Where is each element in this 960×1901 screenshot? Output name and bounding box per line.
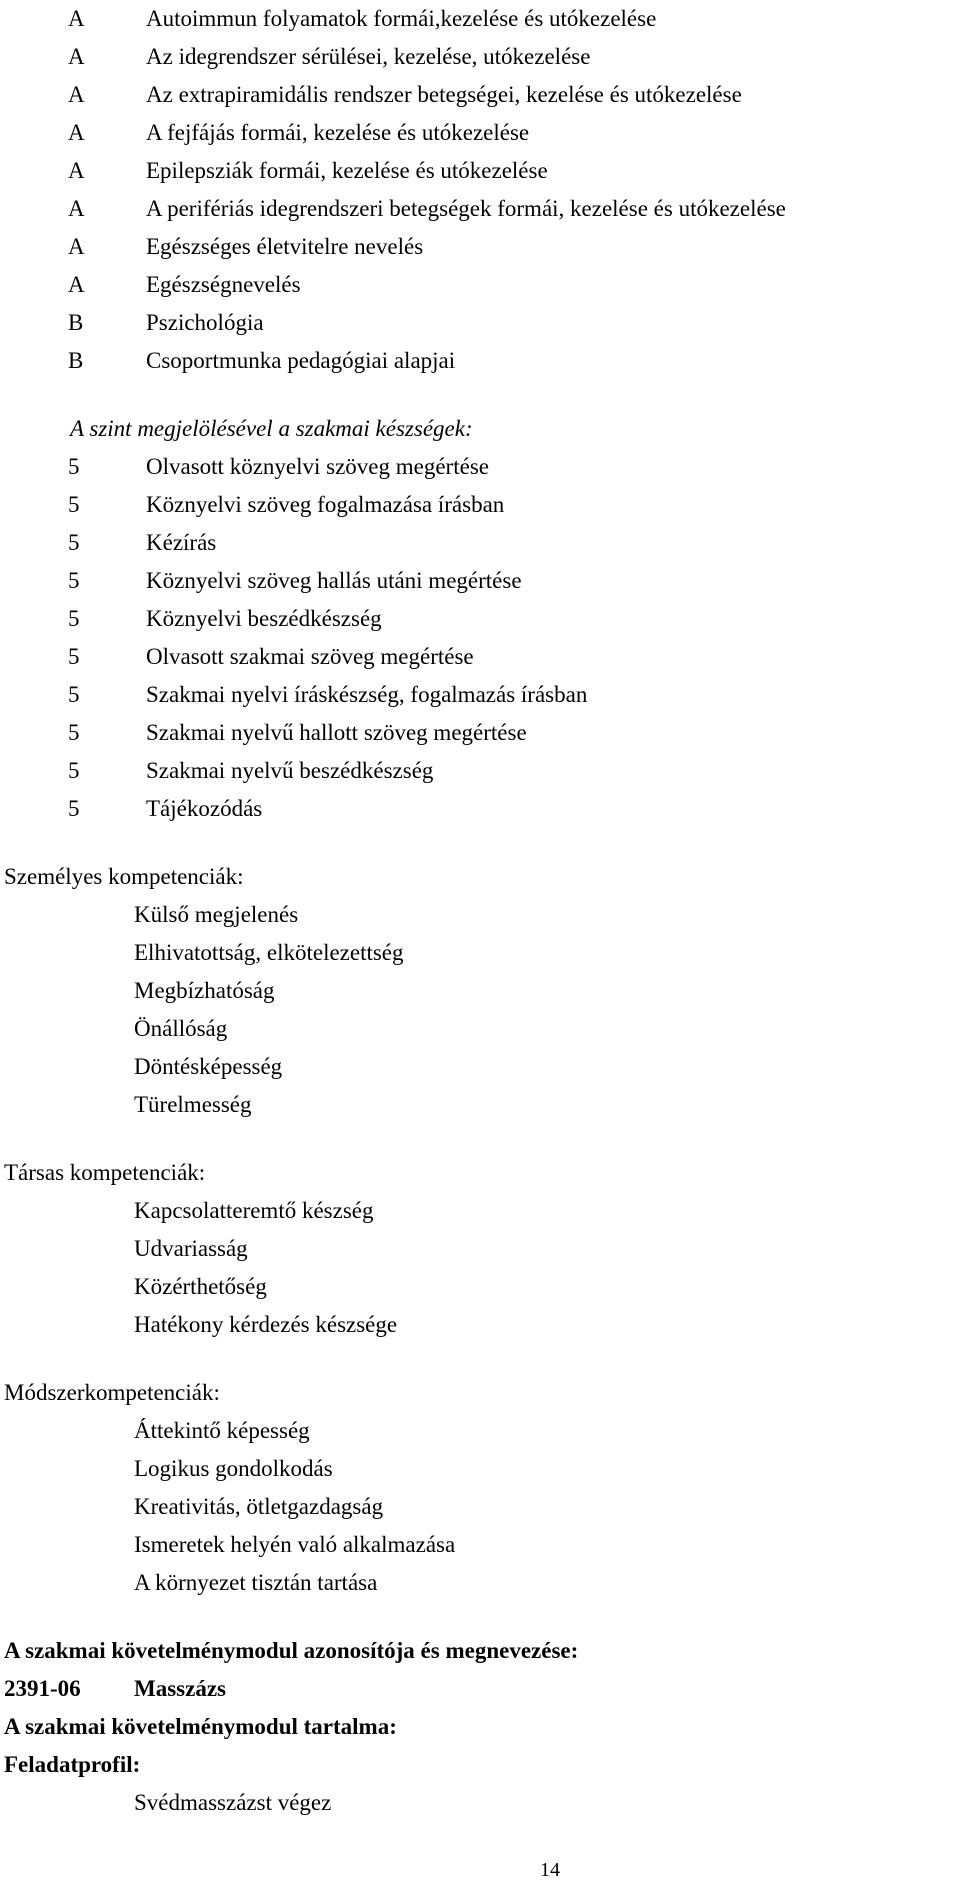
- module-list: [0, 0, 960, 380]
- level-code: 5: [68, 454, 80, 479]
- level-code: 5: [68, 568, 80, 593]
- method-competencies-heading: Módszerkompetenciák:: [4, 1380, 220, 1405]
- list-item: [0, 114, 960, 152]
- level-code: 5: [68, 682, 80, 707]
- list-item: [0, 676, 960, 714]
- list-item: Hatékony kérdezés készsége: [134, 1312, 398, 1337]
- list-item: [0, 714, 960, 752]
- list-item: [0, 448, 960, 486]
- item-title: Kézírás: [146, 530, 217, 555]
- list-item: Ismeretek helyén való alkalmazása: [134, 1532, 456, 1557]
- list-item: [0, 752, 960, 790]
- level-code: B: [68, 310, 84, 335]
- item-title: Szakmai nyelvű beszédkészség: [146, 758, 434, 783]
- spacer: [0, 380, 960, 410]
- level-code: A: [68, 196, 85, 221]
- item-title: Köznyelvi beszédkészség: [146, 606, 382, 631]
- list-item: [0, 304, 960, 342]
- list-item: [0, 0, 960, 38]
- list-item: [0, 342, 960, 380]
- item-title: A fejfájás formái, kezelése és utókezelése: [146, 120, 530, 145]
- list-item: Kapcsolatteremtő készség: [134, 1198, 374, 1223]
- module-id-row: [0, 1670, 960, 1708]
- level-code: B: [68, 348, 84, 373]
- list-item: Külső megjelenés: [134, 902, 299, 927]
- spacer: [0, 1124, 960, 1154]
- list-item: Közérthetőség: [134, 1274, 267, 1299]
- spacer: [0, 828, 960, 858]
- list-item: [0, 38, 960, 76]
- skills-section: [0, 410, 960, 828]
- list-item: Kreativitás, ötletgazdagság: [134, 1494, 384, 1519]
- list-item: [0, 562, 960, 600]
- item-title: Egészséges életvitelre nevelés: [146, 234, 424, 259]
- level-code: A: [68, 44, 85, 69]
- list-item: Áttekintő képesség: [134, 1418, 310, 1443]
- item-title: Tájékozódás: [146, 796, 263, 821]
- item-title: Autoimmun folyamatok formái,kezelése és utókezelése: [146, 6, 657, 31]
- level-code: 5: [68, 644, 80, 669]
- item-title: Olvasott köznyelvi szöveg megértése: [146, 454, 489, 479]
- level-code: A: [68, 158, 85, 183]
- page-number: 14: [540, 1859, 560, 1881]
- item-title: Csoportmunka pedagógiai alapjai: [146, 348, 456, 373]
- module-id: 2391-06: [4, 1676, 81, 1701]
- level-code: 5: [68, 492, 80, 517]
- list-item: Udvariasság: [134, 1236, 248, 1261]
- personal-competencies-heading: Személyes kompetenciák:: [4, 864, 244, 889]
- task-profile-heading: Feladatprofil:: [4, 1752, 141, 1777]
- list-item: [0, 638, 960, 676]
- list-item: [0, 524, 960, 562]
- level-code: 5: [68, 796, 80, 821]
- level-code: 5: [68, 720, 80, 745]
- module-id-heading: A szakmai követelménymodul azonosítója és megnevezése:: [4, 1638, 579, 1663]
- list-item: [0, 266, 960, 304]
- list-item: Döntésképesség: [134, 1054, 283, 1079]
- level-code: A: [68, 272, 85, 297]
- item-title: A perifériás idegrendszeri betegségek formái, kezelése és utókezelése: [146, 196, 786, 221]
- item-title: Szakmai nyelvi íráskészség, fogalmazás írásban: [146, 682, 588, 707]
- list-item: [0, 486, 960, 524]
- list-item: [0, 152, 960, 190]
- level-code: 5: [68, 758, 80, 783]
- level-code: A: [68, 120, 85, 145]
- list-item: [0, 790, 960, 828]
- social-competencies-section: [0, 1154, 960, 1344]
- module-content-heading: A szakmai követelménymodul tartalma:: [4, 1714, 397, 1739]
- social-competencies-heading: Társas kompetenciák:: [4, 1160, 206, 1185]
- skills-heading: A szint megjelölésével a szakmai készségek:: [70, 416, 473, 441]
- item-title: Köznyelvi szöveg hallás utáni megértése: [146, 568, 522, 593]
- list-item: Svédmasszázst végez: [134, 1790, 332, 1815]
- spacer: [0, 1602, 960, 1632]
- list-item: [0, 76, 960, 114]
- module-name: Masszázs: [134, 1676, 226, 1701]
- method-competencies-section: [0, 1374, 960, 1602]
- level-code: 5: [68, 606, 80, 631]
- list-item: [0, 228, 960, 266]
- spacer: [0, 1344, 960, 1374]
- level-code: A: [68, 6, 85, 31]
- item-title: Epilepsziák formái, kezelése és utókezelése: [146, 158, 548, 183]
- level-code: A: [68, 82, 85, 107]
- list-item: Önállóság: [134, 1016, 228, 1041]
- list-item: [0, 190, 960, 228]
- item-title: Az extrapiramidális rendszer betegségei, kezelése és utókezelése: [146, 82, 742, 107]
- list-item: Logikus gondolkodás: [134, 1456, 333, 1481]
- personal-competencies-section: [0, 858, 960, 1124]
- item-title: Olvasott szakmai szöveg megértése: [146, 644, 474, 669]
- level-code: A: [68, 234, 85, 259]
- item-title: Köznyelvi szöveg fogalmazása írásban: [146, 492, 505, 517]
- item-title: Pszichológia: [146, 310, 264, 335]
- item-title: Egészségnevelés: [146, 272, 301, 297]
- module-section: [0, 1632, 960, 1822]
- item-title: Az idegrendszer sérülései, kezelése, utókezelése: [146, 44, 591, 69]
- list-item: Elhivatottság, elkötelezettség: [134, 940, 404, 965]
- item-title: Szakmai nyelvű hallott szöveg megértése: [146, 720, 527, 745]
- list-item: A környezet tisztán tartása: [134, 1570, 378, 1595]
- list-item: Türelmesség: [134, 1092, 252, 1117]
- list-item: [0, 600, 960, 638]
- list-item: Megbízhatóság: [134, 978, 275, 1003]
- level-code: 5: [68, 530, 80, 555]
